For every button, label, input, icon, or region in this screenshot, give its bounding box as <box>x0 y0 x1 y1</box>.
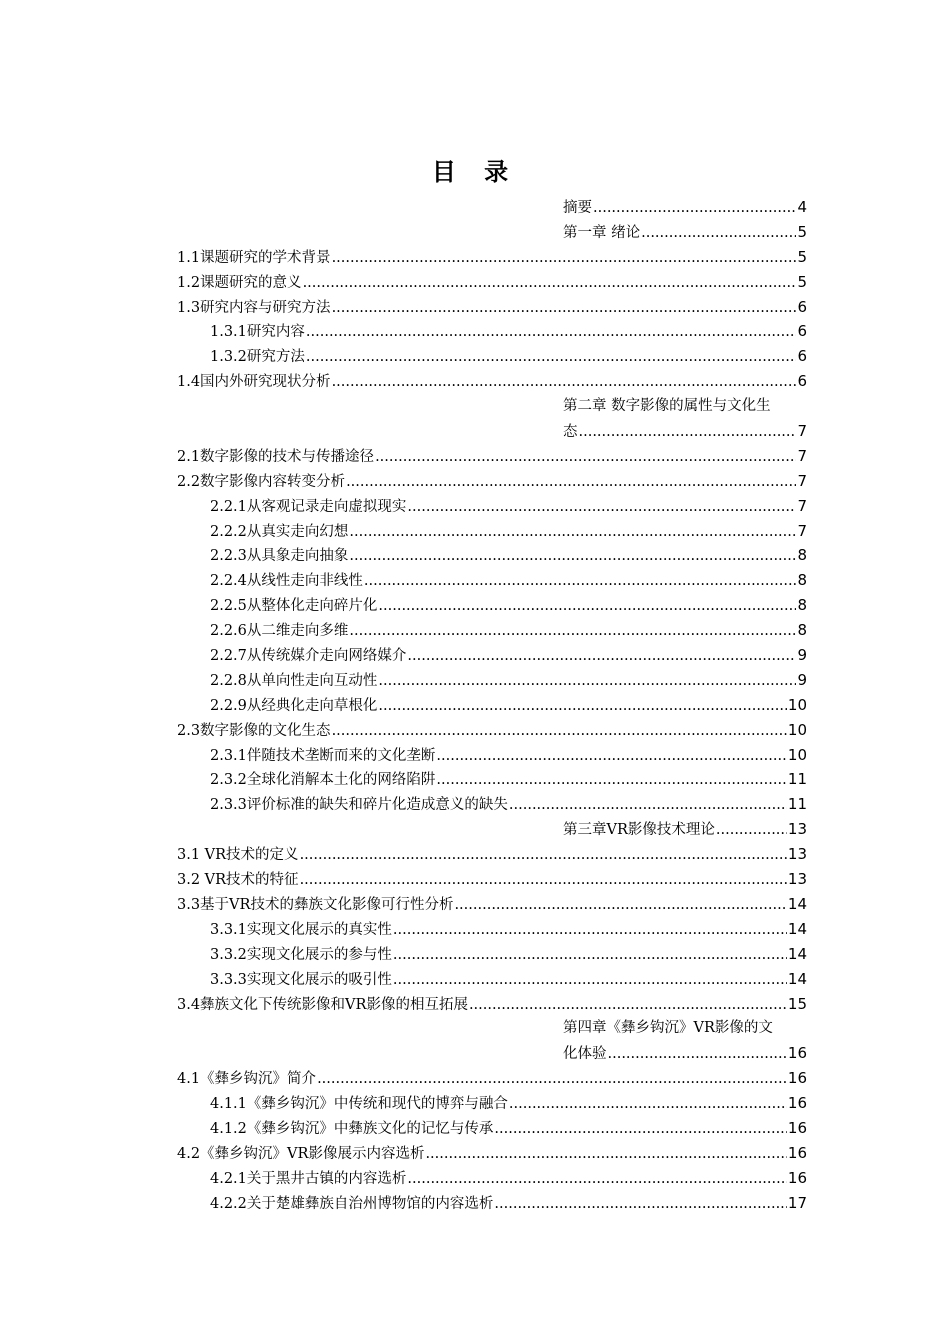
toc-leader-dots <box>306 345 797 370</box>
toc-entry-label: 2.3数字影像的文化生态 <box>177 722 331 739</box>
toc-page-number: 13 <box>787 820 807 839</box>
toc-entry[interactable] <box>177 693 807 718</box>
page-title: 目 录 <box>431 157 519 186</box>
toc-leader-dots <box>407 495 796 520</box>
toc-leader-dots <box>593 196 796 221</box>
toc-entry[interactable] <box>177 195 807 220</box>
toc-entry[interactable] <box>177 444 807 469</box>
toc-leader-dots <box>332 719 787 744</box>
toc-entry-label: 摘要 <box>563 200 592 216</box>
toc-leader-dots <box>378 669 796 694</box>
toc-page-number: 16 <box>787 1044 807 1063</box>
toc-entry[interactable] <box>177 469 807 494</box>
toc-leader-dots <box>425 1142 786 1167</box>
toc-leader-dots <box>375 445 796 470</box>
toc-page-number: 16 <box>787 1143 807 1162</box>
toc-page-number: 17 <box>787 1193 807 1212</box>
toc-entry[interactable] <box>177 842 807 867</box>
toc-page-number: 7 <box>797 422 807 441</box>
toc-entry-label: 3.1 VR技术的定义 <box>177 847 299 864</box>
toc-leader-dots <box>349 520 796 545</box>
toc-entry[interactable] <box>177 1066 807 1091</box>
toc-entry[interactable] <box>177 344 807 369</box>
toc-entry[interactable] <box>177 718 807 743</box>
toc-page-number: 16 <box>787 1069 807 1088</box>
toc-entry-label: 第三章VR影像技术理论 <box>563 822 715 839</box>
toc-entry-label: 第一章 绪论 <box>563 224 641 241</box>
toc-page-number: 14 <box>787 969 807 988</box>
toc-page-number: 4 <box>797 198 807 216</box>
toc-leader-dots <box>407 644 796 669</box>
toc-page-number: 6 <box>797 347 807 366</box>
toc-entry-label: 第四章《彝乡钩沉》VR影像的文 <box>563 1020 773 1037</box>
toc-leader-dots <box>306 320 797 345</box>
toc-entry-label: 2.2.3从具象走向抽象 <box>210 548 349 565</box>
toc-entry-label: 1.3.2研究方法 <box>210 349 305 366</box>
toc-page-number: 16 <box>787 1094 807 1113</box>
toc-entry[interactable] <box>177 394 807 419</box>
toc-entry[interactable] <box>177 917 807 942</box>
toc-leader-dots <box>317 1067 787 1092</box>
toc-entry-label: 2.2.9从经典化走向草根化 <box>210 697 378 714</box>
toc-leader-dots <box>364 569 797 594</box>
toc-page-number: 10 <box>787 695 807 714</box>
toc-entry[interactable] <box>177 792 807 817</box>
toc-entry-label: 2.3.2全球化消解本土化的网络陷阱 <box>210 772 436 789</box>
toc-page-number: 9 <box>797 670 807 689</box>
toc-entry[interactable] <box>177 593 807 618</box>
toc-entry[interactable] <box>177 1091 807 1116</box>
toc-entry[interactable] <box>177 270 807 295</box>
toc-entry-label: 1.2课题研究的意义 <box>177 274 302 291</box>
toc-entry[interactable] <box>177 245 807 270</box>
toc-entry[interactable] <box>177 743 807 768</box>
toc-entry-label: 2.2.7从传统媒介走向网络媒介 <box>210 648 407 665</box>
toc-page-number: 13 <box>787 870 807 889</box>
toc-entry[interactable] <box>177 1141 807 1166</box>
toc-page-number: 8 <box>797 621 807 640</box>
toc-leader-dots <box>641 221 796 246</box>
toc-leader-dots <box>332 370 797 395</box>
toc-entry[interactable] <box>177 643 807 668</box>
toc-entry-label: 3.3基于VR技术的彝族文化影像可行性分析 <box>177 896 454 913</box>
toc-entry-label: 2.2.5从整体化走向碎片化 <box>210 598 378 615</box>
toc-leader-dots <box>393 968 787 993</box>
toc-entry-label: 3.4彝族文化下传统影像和VR影像的相互拓展 <box>177 996 468 1013</box>
toc-entry[interactable] <box>177 942 807 967</box>
toc-entry-label: 2.2.1从客观记录走向虚拟现实 <box>210 498 407 515</box>
toc-entry-label: 第二章 数字影像的属性与文化生 <box>563 398 771 415</box>
toc-page-number: 15 <box>787 994 807 1013</box>
toc-leader-dots <box>509 1092 787 1117</box>
toc-page-number: 7 <box>797 496 807 515</box>
toc-entry[interactable] <box>177 295 807 320</box>
toc-page-number: 8 <box>797 571 807 590</box>
toc-page-number: 7 <box>797 446 807 465</box>
toc-page-number: 5 <box>797 222 807 241</box>
toc-leader-dots <box>436 768 787 793</box>
toc-entry-label: 3.3.3实现文化展示的吸引性 <box>210 971 392 988</box>
toc-entry-label: 2.3.1伴随技术垄断而来的文化垄断 <box>210 747 436 764</box>
toc-leader-dots <box>608 1042 787 1067</box>
toc-page-number: 8 <box>797 596 807 615</box>
toc-page-number: 7 <box>797 521 807 540</box>
toc-leader-dots <box>407 1167 787 1192</box>
toc-page-number: 5 <box>797 272 807 291</box>
toc-leader-dots <box>300 868 787 893</box>
toc-leader-dots <box>303 271 797 296</box>
toc-page-number: 6 <box>797 322 807 341</box>
toc-entry[interactable] <box>177 568 807 593</box>
toc-entry[interactable] <box>177 369 807 394</box>
toc-leader-dots <box>469 993 787 1018</box>
toc-page-number: 14 <box>787 919 807 938</box>
toc-leader-dots <box>332 246 797 271</box>
toc-page-number: 14 <box>787 944 807 963</box>
toc-entry[interactable] <box>177 892 807 917</box>
toc-entry-label: 化体验 <box>563 1046 607 1063</box>
toc-entry-label: 4.1.1《彝乡钩沉》中传统和现代的博弈与融合 <box>210 1096 508 1113</box>
toc-leader-dots <box>436 744 787 769</box>
toc-leader-dots <box>509 793 787 818</box>
toc-page-number: 10 <box>787 745 807 764</box>
toc-entry[interactable] <box>177 220 807 245</box>
toc-entry-label: 2.2数字影像内容转变分析 <box>177 473 346 490</box>
toc-entry[interactable] <box>177 618 807 643</box>
toc-entry[interactable] <box>177 817 807 842</box>
toc-entry-label: 1.1课题研究的学术背景 <box>177 249 331 266</box>
toc-page-number: 10 <box>787 720 807 739</box>
toc-page-number: 11 <box>787 770 807 789</box>
toc-entry-label: 1.4国内外研究现状分析 <box>177 374 331 391</box>
toc-entry-label: 4.2.2关于楚雄彝族自治州博物馆的内容选析 <box>210 1195 494 1212</box>
toc-page-number: 6 <box>797 372 807 391</box>
toc-page-number: 5 <box>797 247 807 266</box>
toc-entry[interactable] <box>177 967 807 992</box>
toc-leader-dots <box>300 843 787 868</box>
toc-entry-label: 2.1数字影像的技术与传播途径 <box>177 448 375 465</box>
toc-entry[interactable] <box>177 543 807 568</box>
toc-page-number: 9 <box>797 646 807 665</box>
toc-entry[interactable] <box>177 1116 807 1141</box>
toc-leader-dots <box>349 619 796 644</box>
toc-entry-label: 3.3.1实现文化展示的真实性 <box>210 921 392 938</box>
toc-leader-dots <box>393 918 787 943</box>
toc-entry[interactable] <box>177 494 807 519</box>
toc-entry[interactable] <box>177 767 807 792</box>
toc-entry[interactable] <box>177 1166 807 1191</box>
table-of-contents <box>177 195 807 1216</box>
toc-leader-dots <box>494 1117 787 1142</box>
toc-entry-label: 2.2.6从二维走向多维 <box>210 623 349 640</box>
toc-leader-dots <box>579 420 797 445</box>
toc-page-number: 16 <box>787 1168 807 1187</box>
toc-page-number: 8 <box>797 546 807 565</box>
toc-leader-dots <box>349 544 796 569</box>
toc-entry[interactable] <box>177 1191 807 1216</box>
toc-leader-dots <box>346 470 796 495</box>
toc-entry[interactable] <box>177 992 807 1017</box>
toc-entry[interactable] <box>177 419 807 444</box>
toc-entry-label: 3.2 VR技术的特征 <box>177 872 299 889</box>
toc-leader-dots <box>378 694 787 719</box>
toc-entry-label: 1.3研究内容与研究方法 <box>177 299 331 316</box>
toc-entry-label: 4.1《彝乡钩沉》简介 <box>177 1071 317 1088</box>
toc-entry-label: 2.3.3评价标准的缺失和碎片化造成意义的缺失 <box>210 797 508 814</box>
toc-page-number: 14 <box>787 894 807 913</box>
toc-leader-dots <box>716 818 787 843</box>
toc-entry[interactable] <box>177 867 807 892</box>
toc-entry-label: 态 <box>563 424 578 441</box>
toc-page-number: 6 <box>797 297 807 316</box>
toc-page-number: 16 <box>787 1118 807 1137</box>
toc-entry[interactable] <box>177 668 807 693</box>
toc-leader-dots <box>378 594 796 619</box>
toc-entry-label: 4.2.1关于黑井古镇的内容选析 <box>210 1170 407 1187</box>
toc-entry-label: 2.2.4从线性走向非线性 <box>210 573 363 590</box>
toc-entry-label: 2.2.2从真实走向幻想 <box>210 523 349 540</box>
toc-leader-dots <box>494 1192 787 1217</box>
toc-entry-label: 1.3.1研究内容 <box>210 324 305 341</box>
toc-entry[interactable] <box>177 319 807 344</box>
toc-entry[interactable] <box>177 1016 807 1041</box>
toc-page-number: 11 <box>787 795 807 814</box>
toc-leader-dots <box>454 893 786 918</box>
toc-entry[interactable] <box>177 1041 807 1066</box>
toc-leader-dots <box>332 296 797 321</box>
toc-entry-label: 2.2.8从单向性走向互动性 <box>210 672 378 689</box>
toc-page-number: 13 <box>787 845 807 864</box>
toc-entry-label: 3.3.2实现文化展示的参与性 <box>210 946 392 963</box>
toc-page-number: 7 <box>797 471 807 490</box>
toc-entry[interactable] <box>177 519 807 544</box>
toc-leader-dots <box>393 943 787 968</box>
toc-entry-label: 4.2《彝乡钩沉》VR影像展示内容选析 <box>177 1145 425 1162</box>
toc-entry-label: 4.1.2《彝乡钩沉》中彝族文化的记忆与传承 <box>210 1120 494 1137</box>
